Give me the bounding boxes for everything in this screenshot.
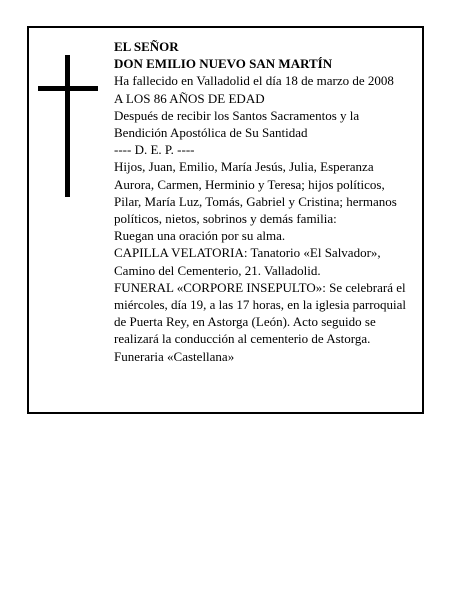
- cross-icon: [38, 55, 98, 197]
- funeral-home-line: Funeraria «Castellana»: [114, 348, 235, 364]
- obituary-text: [114, 38, 424, 365]
- prayer-line: Ruegan una oración por su alma.: [114, 228, 286, 244]
- notice-title: EL SEÑOR: [114, 39, 179, 54]
- rip-line: ---- D. E. P. ----: [114, 142, 195, 158]
- deceased-name: DON EMILIO NUEVO SAN MARTÍN: [114, 56, 333, 72]
- chapel-line-1: CAPILLA VELATORIA: Tanatorio «El Salvador»,: [114, 245, 381, 261]
- funeral-line-2: miércoles, día 19, a las 17 horas, en la iglesia parroquial: [114, 297, 407, 313]
- chapel-line-2: Camino del Cementerio, 21. Valladolid.: [114, 262, 321, 278]
- funeral-line-4: realizará la conducción al cementerio de Astorga.: [114, 331, 371, 347]
- sacraments-line-1: Después de recibir los Santos Sacramentos y la: [114, 107, 360, 123]
- family-line-3: Pilar, María Luz, Tomás, Gabriel y Cristina; hermanos: [114, 193, 397, 209]
- funeral-line-3: de Puerta Rey, en Astorga (León). Acto seguido se: [114, 314, 376, 330]
- family-line-2: Aurora, Carmen, Herminio y Teresa; hijos políticos,: [114, 176, 385, 192]
- funeral-line-1: FUNERAL «CORPORE INSEPULTO»: Se celebrará el: [114, 279, 406, 295]
- age-line: A LOS 86 AÑOS DE EDAD: [114, 90, 265, 106]
- family-line-4: políticos, nietos, sobrinos y demás familia:: [114, 211, 337, 227]
- family-line-1: Hijos, Juan, Emilio, María Jesús, Julia, Esperanza: [114, 159, 374, 175]
- sacraments-line-2: Bendición Apostólica de Su Santidad: [114, 125, 308, 141]
- death-date-line: Ha fallecido en Valladolid el día 18 de marzo de 2008: [114, 73, 394, 89]
